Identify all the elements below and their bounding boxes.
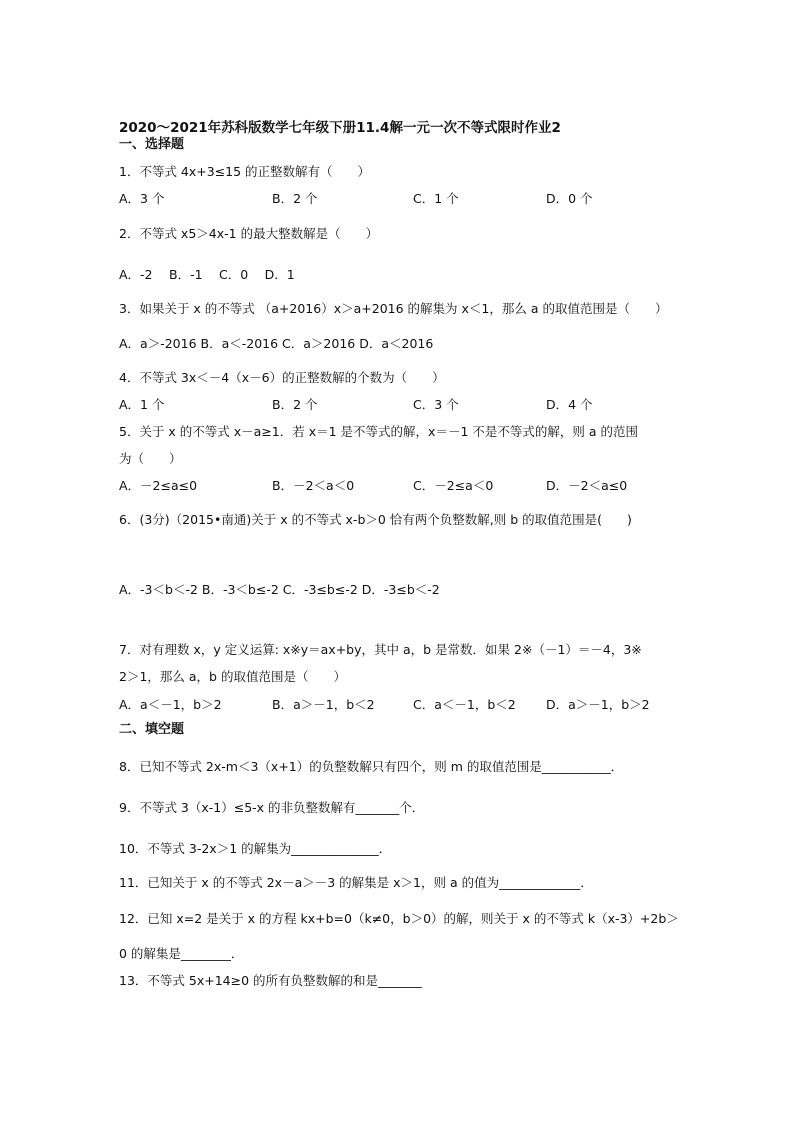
q1-option-c: C．1 个 bbox=[413, 191, 459, 206]
q7-option-c: C．a＜－1，b＜2 bbox=[413, 697, 516, 712]
q4-option-b: B．2 个 bbox=[272, 397, 318, 412]
question-2-stem: 2．不等式 x5＞4x-1 的最大整数解是（ ） bbox=[119, 226, 379, 241]
q5-option-d: D．－2＜a≤0 bbox=[546, 478, 628, 493]
q3-options: A．a＞-2016 B．a＜-2016 C．a＞2016 D．a＜2016 bbox=[119, 336, 434, 351]
question-10: 10．不等式 3-2x＞1 的解集为______________． bbox=[119, 841, 392, 856]
q6-options: A．-3＜b＜-2 B．-3＜b≤-2 C．-3≤b≤-2 D．-3≤b＜-2 bbox=[119, 582, 440, 597]
question-8: 8．已知不等式 2x-m＜3（x+1）的负整数解只有四个，则 m 的取值范围是___________． bbox=[119, 759, 624, 774]
q1-option-d: D．0 个 bbox=[546, 191, 593, 206]
q4-option-a: A．1 个 bbox=[119, 397, 165, 412]
question-5-stem-line1: 5．关于 x 的不等式 x－a≥1．若 x＝1 是不等式的解，x＝－1 不是不等式的解，则 a 的范围 bbox=[119, 424, 638, 439]
section-fill-heading: 二、填空题 bbox=[119, 722, 185, 737]
q7-option-d: D．a＞－1，b＞2 bbox=[546, 697, 650, 712]
q1-option-a: A．3 个 bbox=[119, 191, 165, 206]
question-4-stem: 4．不等式 3x＜－4（x－6）的正整数解的个数为（ ） bbox=[119, 370, 445, 385]
q4-option-c: C．3 个 bbox=[413, 397, 459, 412]
q1-option-b: B．2 个 bbox=[272, 191, 318, 206]
question-1-stem: 1．不等式 4x+3≤15 的正整数解有（ ） bbox=[119, 164, 371, 179]
q4-option-d: D．4 个 bbox=[546, 397, 593, 412]
question-7-stem-line2: 2＞1，那么 a，b 的取值范围是（ ） bbox=[119, 669, 346, 684]
q5-option-c: C．－2≤a＜0 bbox=[413, 478, 494, 493]
question-7-stem-line1: 7．对有理数 x，y 定义运算: x※y＝ax+by，其中 a，b 是常数．如果 2※（－1）＝－4，3※ bbox=[119, 642, 642, 657]
page-title: 2020～2021年苏科版数学七年级下册11.4解一元一次不等式限时作业2 bbox=[119, 120, 561, 136]
question-12-line1: 12．已知 x=2 是关于 x 的方程 kx+b=0（k≠0，b＞0）的解，则关于 x 的不等式 k（x-3）+2b＞ bbox=[119, 911, 679, 926]
q7-option-b: B．a＞－1，b＜2 bbox=[272, 697, 375, 712]
q2-options: A．-2 B．-1 C．0 D．1 bbox=[119, 267, 295, 282]
question-13: 13．不等式 5x+14≥0 的所有负整数解的和是_______ bbox=[119, 973, 422, 988]
section-choice-heading: 一、选择题 bbox=[119, 137, 185, 152]
question-9: 9．不等式 3（x-1）≤5-x 的非负整数解有_______个． bbox=[119, 800, 425, 815]
q7-option-a: A．a＜－1，b＞2 bbox=[119, 697, 222, 712]
question-3-stem: 3．如果关于 x 的不等式 （a+2016）x＞a+2016 的解集为 x＜1，那么 a 的取值范围是（ ） bbox=[119, 301, 668, 316]
question-5-stem-line2: 为（ ） bbox=[119, 451, 182, 466]
q5-option-b: B．－2＜a＜0 bbox=[272, 478, 355, 493]
question-6-stem: 6．(3分)（2015•南通)关于 x 的不等式 x-b＞0 恰有两个负整数解,则 b 的取值范围是( ) bbox=[119, 512, 632, 527]
question-11: 11．已知关于 x 的不等式 2x－a＞－3 的解集是 x＞1，则 a 的值为_____________． bbox=[119, 875, 593, 890]
question-12-line2: 0 的解集是________． bbox=[119, 946, 244, 961]
q5-option-a: A．－2≤a≤0 bbox=[119, 478, 198, 493]
